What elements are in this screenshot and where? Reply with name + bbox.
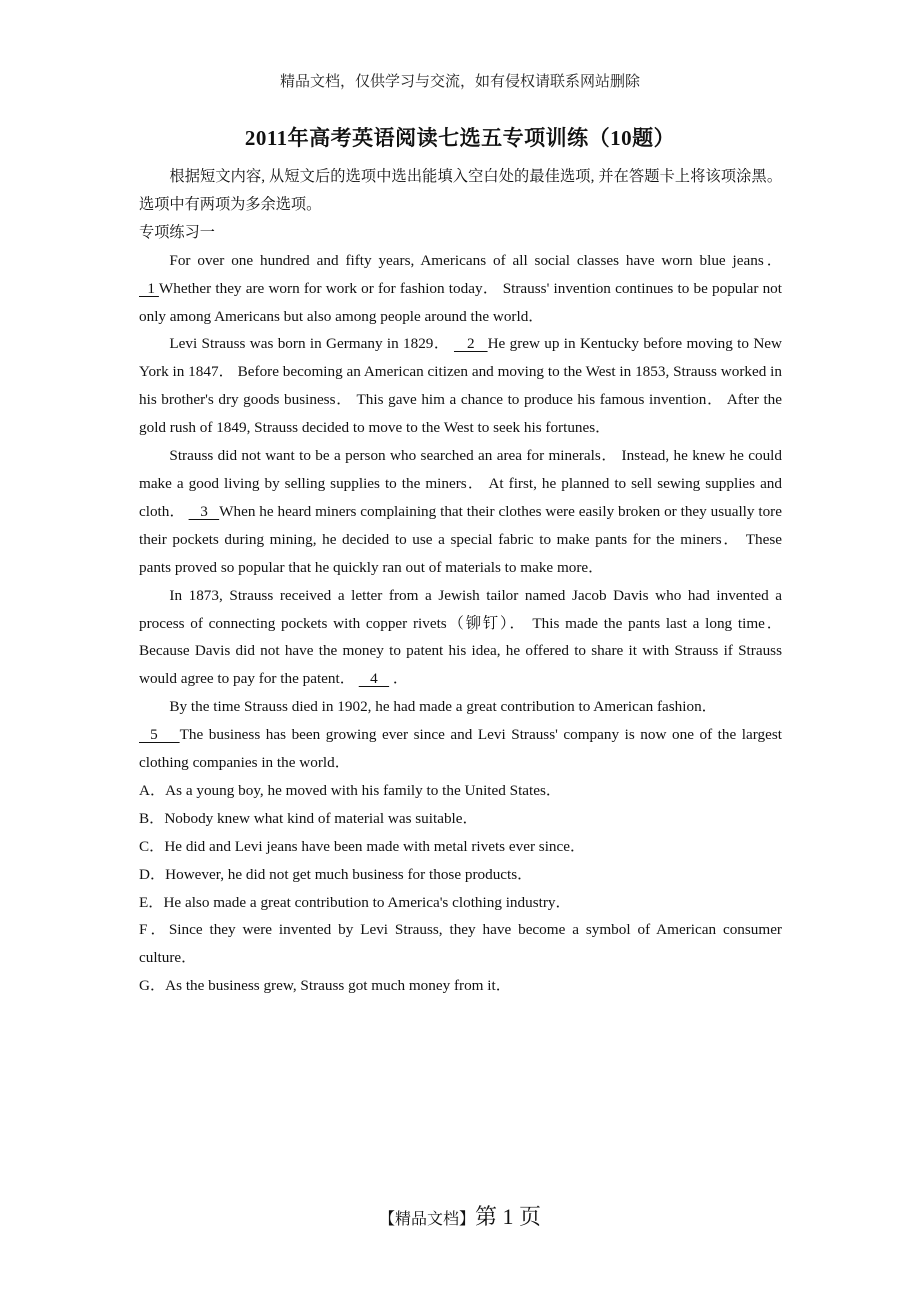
paragraph-text: For over one hundred and fifty years, Americans of all social classes have worn blue jeans． — [169, 251, 782, 269]
option-a[interactable]: A．As a young boy, he moved with his family to the United States． — [139, 781, 562, 799]
footer-label: 【精品文档】 — [378, 1211, 475, 1228]
document-body — [139, 163, 782, 1000]
option-e[interactable]: E．He also made a great contribution to America's clothing industry． — [139, 893, 571, 911]
option-f[interactable]: F．Since they were invented by Levi Strauss, they have become a symbol of American consumer culture． — [139, 921, 782, 967]
passage-paragraph-5 — [139, 693, 782, 777]
blank-1[interactable]: 1 — [139, 279, 159, 297]
footer-page-suffix: 页 — [519, 1204, 542, 1229]
blank-3[interactable]: 3 — [188, 502, 220, 520]
paragraph-text: He grew up in Kentucky before moving to New York in 1847． Before becoming an American citizen and moving to the West in 1853, Strauss worked in his brother's dry goods business． This gave him a chance to produce his famous invention． After the gold rush of 1849, Strauss decided to move to the West to seek his fortunes． — [139, 335, 783, 437]
footer-page-number: 1 — [502, 1204, 514, 1229]
paragraph-text: Whether they are worn for work or for fashion today． Strauss' invention continues to be popular not only among Americans but also among people around the world． — [139, 279, 782, 325]
passage-paragraph-3 — [139, 442, 782, 582]
blank-5[interactable]: 5 — [139, 726, 180, 744]
paragraph-text: Strauss did not want to be a person who searched an area for minerals． Instead, he knew he could make a good living by selling supplies to the miners． At first, he planned to sell sewing supplies and cloth． — [139, 447, 782, 520]
option-d[interactable]: D．However, he did not get much business for those products． — [139, 865, 533, 883]
option-g[interactable]: G．As the business grew, Strauss got much money from it． — [139, 977, 511, 995]
blank-4[interactable]: 4 — [358, 670, 390, 688]
header-note: 精品文档，仅供学习与交流，如有侵权请联系网站删除 — [279, 74, 640, 90]
paragraph-text: Levi Strauss was born in Germany in 1829． — [169, 335, 454, 353]
paragraph-text: When he heard miners complaining that their clothes were easily broken or they usually tore their pockets during mining, he decided to use a special fabric to make pants for the miners． These pants proved so popular that he quickly ran out of materials to make more． — [139, 502, 782, 576]
passage-paragraph-4 — [139, 582, 782, 694]
footer-page-prefix: 第 — [474, 1204, 497, 1229]
instructions: 根据短文内容, 从短文后的选项中选出能填入空白处的最佳选项, 并在答题卡上将该项涂黑。选项中有两项为多余选项。 — [139, 168, 782, 213]
passage-paragraph-1 — [139, 247, 782, 331]
blank-2[interactable]: 2 — [453, 335, 488, 353]
paragraph-text: By the time Strauss died in 1902, he had made a great contribution to American fashion． — [169, 698, 717, 716]
passage-paragraph-2 — [139, 330, 782, 442]
paragraph-text: ． — [389, 670, 409, 688]
paragraph-text: In 1873, Strauss received a letter from a Jewish tailor named Jacob Davis who had invented a process of connecting pockets with copper rivets（铆钉）． This made the pants last a long time． Because Davis did not have the money to patent his idea, he offered to share it with Strauss if Strauss would agree to pay for the patent． — [139, 586, 782, 688]
page-title: 2011年高考英语阅读七选五专项训练（10题） — [244, 126, 676, 150]
option-b[interactable]: B．Nobody knew what kind of material was suitable． — [139, 809, 478, 827]
option-c[interactable]: C．He did and Levi jeans have been made with metal rivets ever since． — [139, 837, 586, 855]
paragraph-text: The business has been growing ever since and Levi Strauss' company is now one of the largest clothing companies in the world． — [139, 726, 782, 772]
section-label: 专项练习一 — [139, 223, 215, 241]
page-footer — [0, 1200, 920, 1231]
